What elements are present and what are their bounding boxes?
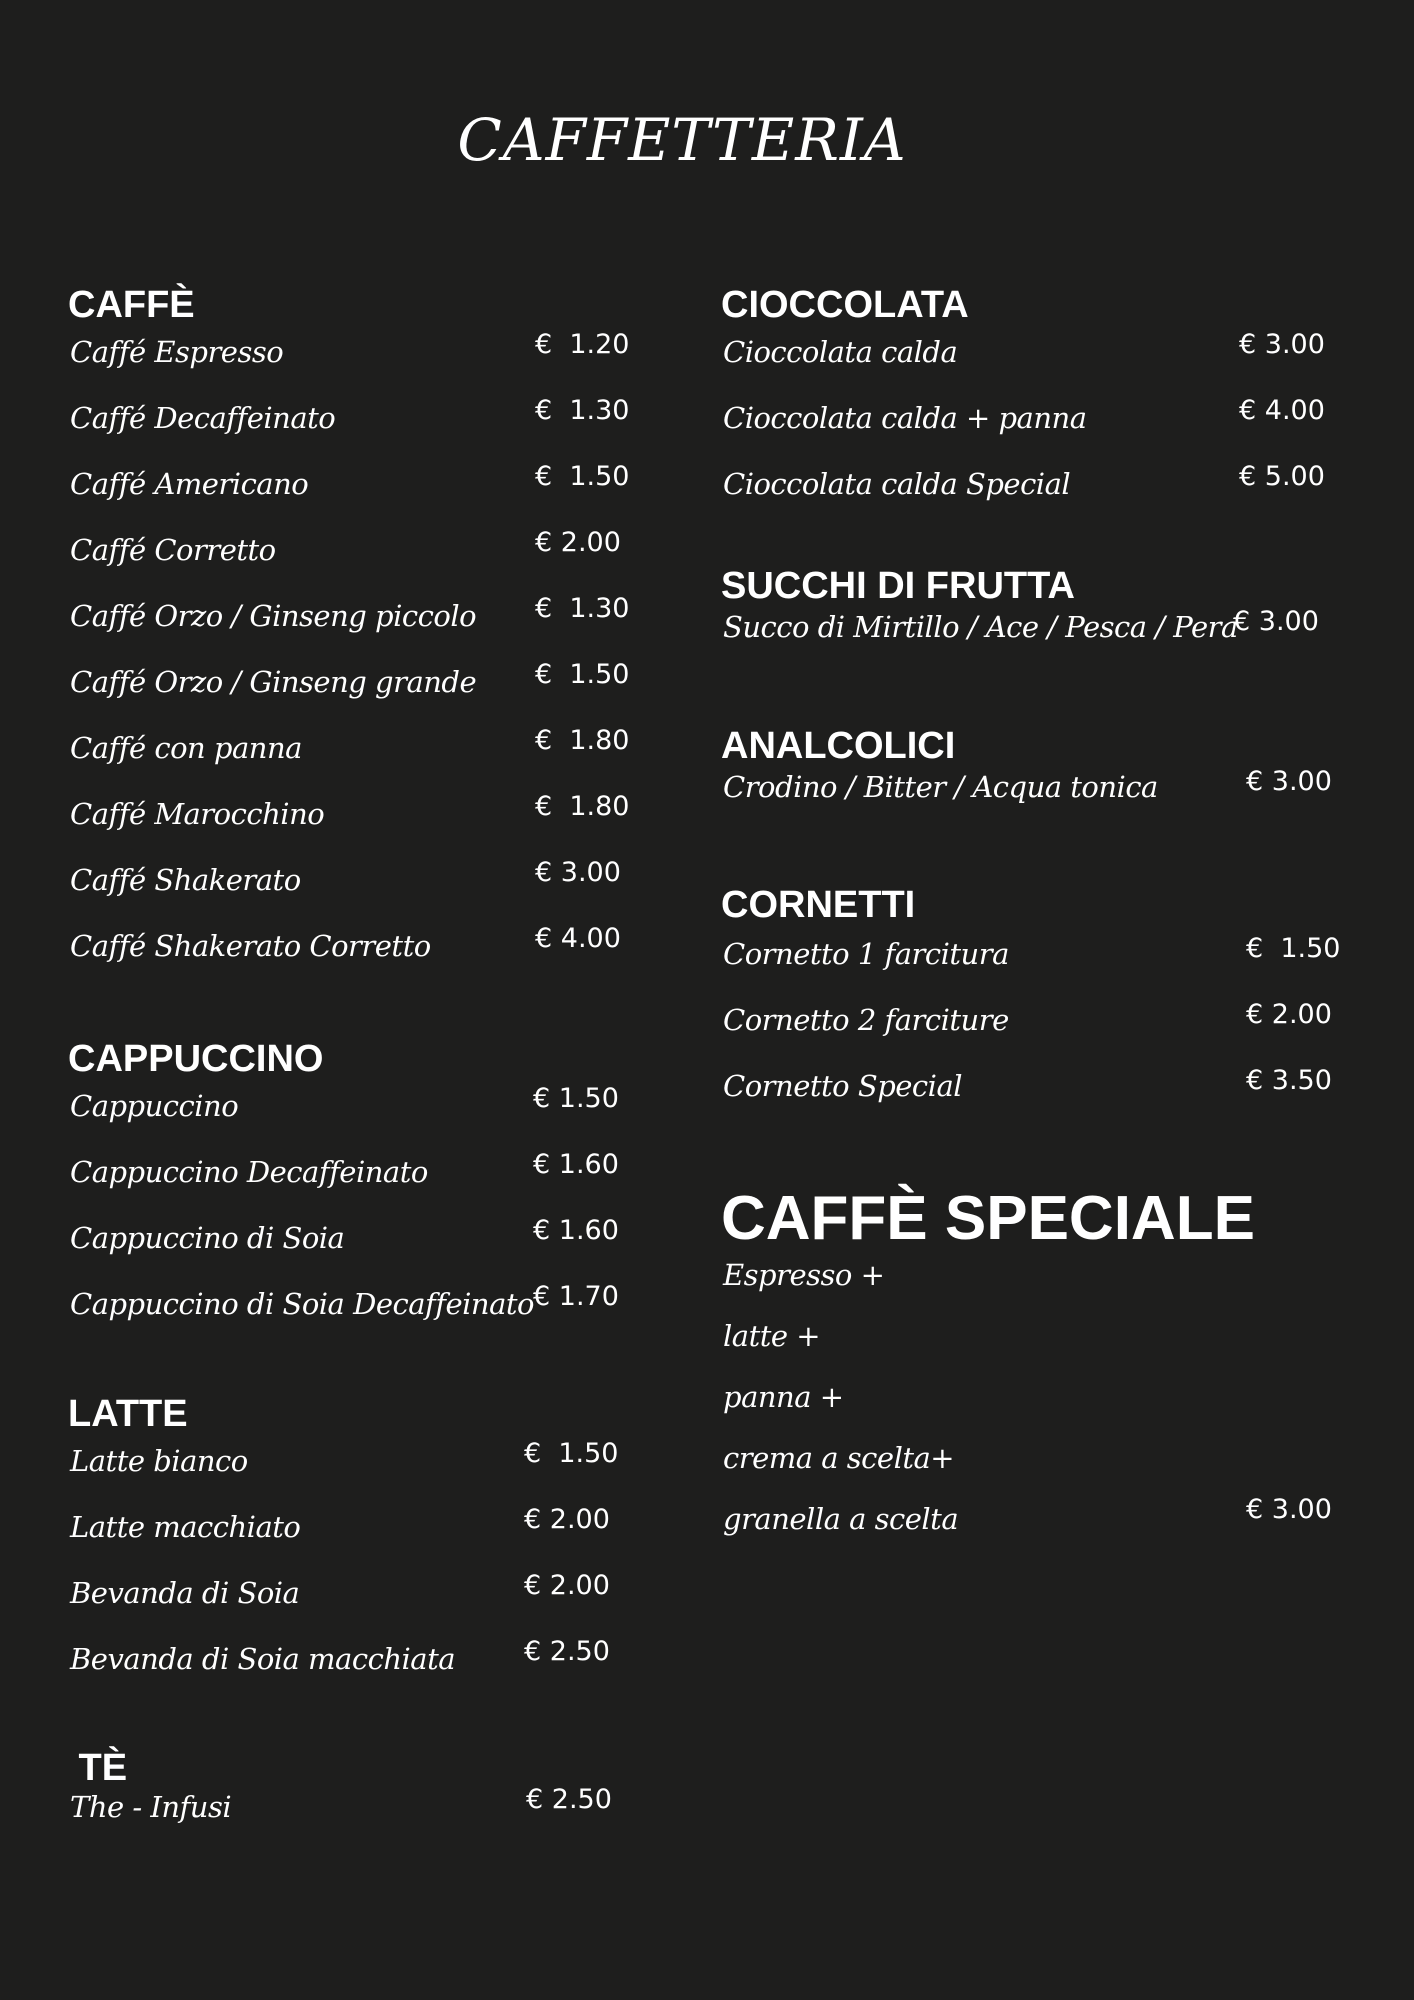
item-price: € 3.00	[1239, 329, 1325, 360]
menu-item	[68, 1502, 633, 1568]
item-price: € 1.30	[535, 593, 630, 624]
item-name: Caffé Decaffeinato	[70, 401, 336, 435]
menu-item	[68, 393, 633, 459]
item-name: Caffé Espresso	[70, 335, 284, 369]
menu-item	[68, 327, 633, 393]
section-analcolici	[721, 724, 1346, 834]
menu-item	[68, 855, 633, 921]
item-name: Bevanda di Soia macchiata	[70, 1642, 456, 1676]
section-heading: ANALCOLICI	[721, 725, 956, 767]
section-cioccolata	[721, 283, 1346, 525]
item-name: Bevanda di Soia	[70, 1576, 300, 1610]
section-heading: LATTE	[68, 1393, 188, 1435]
menu-item	[68, 1436, 633, 1502]
item-price: € 2.00	[524, 1570, 610, 1601]
item-name: Cappuccino di Soia	[70, 1221, 345, 1255]
menu-item	[721, 1059, 1346, 1125]
menu-item	[721, 608, 1346, 674]
item-price: € 3.00	[1233, 606, 1319, 637]
menu-item	[68, 921, 633, 987]
item-price: € 2.00	[1246, 999, 1332, 1030]
item-price: € 1.50	[1246, 933, 1341, 964]
special-line	[721, 1439, 1346, 1500]
section-heading: CAFFÈ	[68, 284, 195, 326]
item-price: € 5.00	[1239, 461, 1325, 492]
item-price: € 1.20	[535, 329, 630, 360]
section-cornetti	[721, 883, 1346, 1125]
item-name: latte +	[723, 1319, 821, 1353]
section-cappuccino	[68, 1037, 633, 1345]
item-price: € 2.50	[526, 1784, 612, 1815]
menu-title: CAFFETTERIA	[457, 106, 907, 174]
section-te	[68, 1746, 633, 1856]
item-name: Cappuccino	[70, 1089, 239, 1123]
item-name: Cioccolata calda + panna	[723, 401, 1087, 435]
section-heading: CAPPUCCINO	[68, 1038, 324, 1080]
item-name: crema a scelta+	[723, 1441, 955, 1475]
menu-item	[68, 1279, 633, 1345]
item-name: panna +	[723, 1380, 844, 1414]
item-name: Cornetto Special	[723, 1069, 963, 1103]
item-name: Cioccolata calda Special	[723, 467, 1071, 501]
item-name: Cioccolata calda	[723, 335, 958, 369]
section-heading: CIOCCOLATA	[721, 284, 969, 326]
special-line	[721, 1494, 1346, 1561]
menu-item	[721, 327, 1346, 393]
item-price: € 2.00	[535, 527, 621, 558]
item-price: € 3.00	[1246, 1494, 1332, 1525]
item-name: Latte macchiato	[70, 1510, 301, 1544]
item-price: € 1.50	[524, 1438, 619, 1469]
special-line	[721, 1317, 1346, 1378]
item-price: € 3.00	[1246, 766, 1332, 797]
menu-item	[68, 1784, 633, 1856]
item-price: € 2.50	[524, 1636, 610, 1667]
menu-item	[68, 657, 633, 723]
menu-item	[68, 789, 633, 855]
item-name: Espresso +	[723, 1258, 885, 1292]
item-price: € 1.80	[535, 791, 630, 822]
menu-item	[721, 768, 1346, 834]
special-line	[721, 1256, 1346, 1317]
section-caffe-speciale	[721, 1184, 1346, 1561]
item-price: € 1.70	[533, 1281, 619, 1312]
item-name: granella a scelta	[723, 1502, 959, 1536]
item-name: Cornetto 2 farciture	[723, 1003, 1009, 1037]
menu-item	[68, 525, 633, 591]
menu-item	[721, 393, 1346, 459]
item-price: € 1.50	[535, 659, 630, 690]
item-price: € 3.00	[535, 857, 621, 888]
menu-item	[68, 1147, 633, 1213]
item-name: Caffé Shakerato	[70, 863, 301, 897]
item-name: Cornetto 1 farcitura	[723, 937, 1009, 971]
item-price: € 1.50	[533, 1083, 619, 1114]
item-price: € 4.00	[535, 923, 621, 954]
menu-item	[68, 1634, 633, 1700]
item-name: Caffé con panna	[70, 731, 302, 765]
item-name: Crodino / Bitter / Acqua tonica	[723, 770, 1158, 804]
item-name: Latte bianco	[70, 1444, 248, 1478]
item-name: Caffé Orzo / Ginseng piccolo	[70, 599, 477, 633]
menu-item	[68, 723, 633, 789]
item-price: € 1.30	[535, 395, 630, 426]
menu-item	[68, 1568, 633, 1634]
item-price: € 2.00	[524, 1504, 610, 1535]
item-name: Cappuccino di Soia Decaffeinato	[70, 1287, 534, 1321]
menu-item	[721, 459, 1346, 525]
section-heading: SUCCHI DI FRUTTA	[721, 565, 1075, 607]
section-heading: CORNETTI	[721, 884, 916, 926]
section-latte	[68, 1392, 633, 1700]
menu-item	[68, 591, 633, 657]
section-caffe	[68, 283, 633, 987]
item-price: € 1.60	[533, 1215, 619, 1246]
section-heading: TÈ	[68, 1747, 128, 1789]
item-name: Cappuccino Decaffeinato	[70, 1155, 428, 1189]
item-price: € 4.00	[1239, 395, 1325, 426]
item-price: € 1.60	[533, 1149, 619, 1180]
item-name: Caffé Orzo / Ginseng grande	[70, 665, 477, 699]
section-heading: CAFFÈ SPECIALE	[721, 1184, 1255, 1253]
section-succhi	[721, 564, 1346, 674]
item-name: The - Infusi	[70, 1790, 232, 1824]
menu-item	[68, 1081, 633, 1147]
item-name: Caffé Shakerato Corretto	[70, 929, 431, 963]
item-name: Caffé Marocchino	[70, 797, 325, 831]
menu-item	[68, 459, 633, 525]
item-price: € 3.50	[1246, 1065, 1332, 1096]
item-name: Caffé Corretto	[70, 533, 276, 567]
menu-item	[721, 993, 1346, 1059]
item-name: Succo di Mirtillo / Ace / Pesca / Pera	[723, 610, 1238, 644]
menu-item	[721, 927, 1346, 993]
special-line	[721, 1378, 1346, 1439]
item-price: € 1.80	[535, 725, 630, 756]
menu-item	[68, 1213, 633, 1279]
item-name: Caffé Americano	[70, 467, 309, 501]
item-price: € 1.50	[535, 461, 630, 492]
